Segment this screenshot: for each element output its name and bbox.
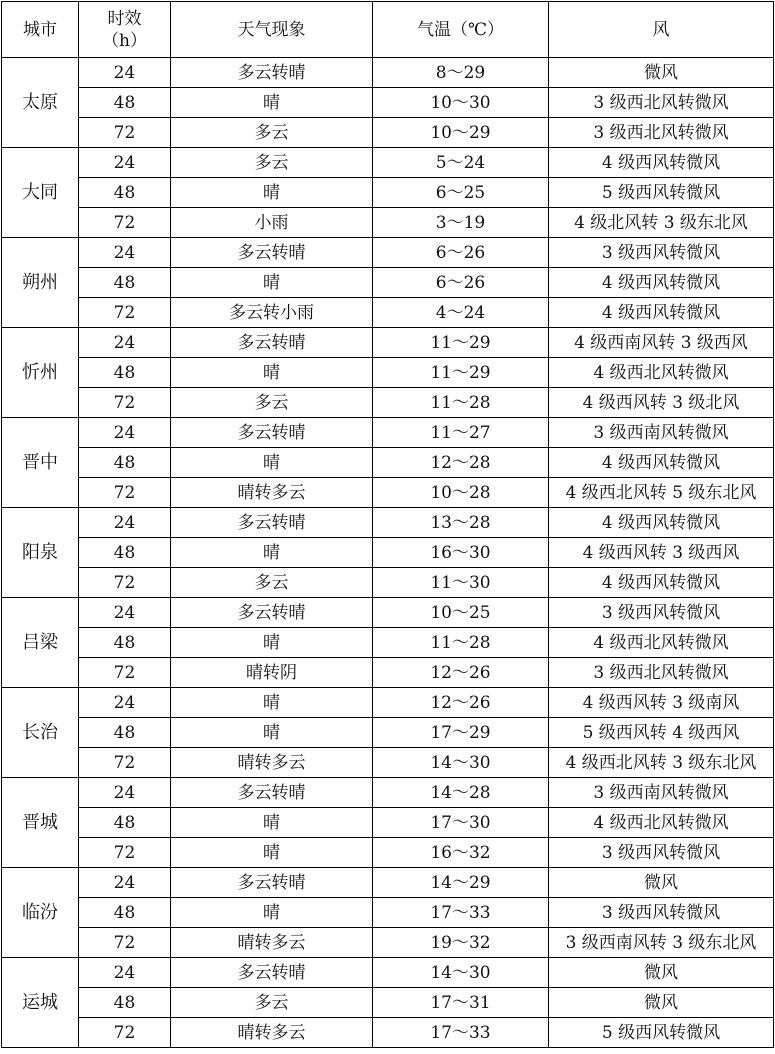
table-row [2, 808, 774, 838]
weather-cell: 晴 [171, 898, 373, 928]
wind-cell: 4 级西风转 3 级南风 [549, 688, 774, 718]
table-row [2, 298, 774, 328]
weather-cell: 晴 [171, 628, 373, 658]
weather-cell: 晴 [171, 538, 373, 568]
temperature-cell: 11～27 [373, 418, 549, 448]
city-name-cell: 晋中 [2, 418, 79, 508]
temperature-cell: 11～30 [373, 568, 549, 598]
hours-cell: 72 [79, 208, 171, 238]
wind-cell: 4 级西风转 3 级西风 [549, 538, 774, 568]
table-row [2, 658, 774, 688]
wind-cell: 5 级西风转微风 [549, 1018, 774, 1048]
hours-cell: 24 [79, 58, 171, 88]
weather-cell: 晴 [171, 688, 373, 718]
header-city: 城市 [2, 2, 79, 58]
temperature-cell: 17～31 [373, 988, 549, 1018]
wind-cell: 4 级西风转微风 [549, 148, 774, 178]
wind-cell: 4 级西南风转 3 级西风 [549, 328, 774, 358]
weather-cell: 多云转晴 [171, 508, 373, 538]
weather-cell: 多云转晴 [171, 958, 373, 988]
wind-cell: 3 级西风转微风 [549, 238, 774, 268]
weather-cell: 多云转晴 [171, 238, 373, 268]
table-row [2, 418, 774, 448]
wind-cell: 4 级西风转微风 [549, 508, 774, 538]
wind-cell: 4 级北风转 3 级东北风 [549, 208, 774, 238]
table-row [2, 268, 774, 298]
temperature-cell: 12～26 [373, 688, 549, 718]
hours-cell: 48 [79, 178, 171, 208]
wind-cell: 3 级西南风转微风 [549, 778, 774, 808]
temperature-cell: 11～29 [373, 328, 549, 358]
weather-forecast-table [1, 1, 774, 1048]
wind-cell: 4 级西风转微风 [549, 268, 774, 298]
table-row [2, 358, 774, 388]
table-row [2, 868, 774, 898]
temperature-cell: 12～28 [373, 448, 549, 478]
wind-cell: 微风 [549, 958, 774, 988]
table-row [2, 328, 774, 358]
temperature-cell: 11～28 [373, 628, 549, 658]
hours-cell: 48 [79, 718, 171, 748]
weather-cell: 小雨 [171, 208, 373, 238]
table-row [2, 1018, 774, 1048]
hours-cell: 24 [79, 328, 171, 358]
temperature-cell: 17～30 [373, 808, 549, 838]
wind-cell: 5 级西风转 4 级西风 [549, 718, 774, 748]
hours-cell: 72 [79, 1018, 171, 1048]
weather-cell: 多云转晴 [171, 868, 373, 898]
table-body [2, 58, 774, 1048]
temperature-cell: 14～30 [373, 748, 549, 778]
temperature-cell: 8～29 [373, 58, 549, 88]
weather-cell: 多云转晴 [171, 58, 373, 88]
weather-cell: 晴 [171, 178, 373, 208]
temperature-cell: 5～24 [373, 148, 549, 178]
city-name-cell: 临汾 [2, 868, 79, 958]
table-header [2, 2, 774, 58]
temperature-cell: 4～24 [373, 298, 549, 328]
hours-cell: 72 [79, 928, 171, 958]
table-row [2, 928, 774, 958]
wind-cell: 微风 [549, 988, 774, 1018]
header-row [2, 2, 774, 58]
table-row [2, 898, 774, 928]
weather-cell: 晴 [171, 838, 373, 868]
temperature-cell: 11～28 [373, 388, 549, 418]
header-wind: 风 [549, 2, 774, 58]
wind-cell: 3 级西南风转微风 [549, 418, 774, 448]
hours-cell: 48 [79, 88, 171, 118]
weather-cell: 多云 [171, 388, 373, 418]
weather-cell: 多云转晴 [171, 778, 373, 808]
table-row [2, 88, 774, 118]
temperature-cell: 11～29 [373, 358, 549, 388]
temperature-cell: 17～33 [373, 1018, 549, 1048]
city-name-cell: 晋城 [2, 778, 79, 868]
hours-cell: 48 [79, 358, 171, 388]
hours-cell: 72 [79, 478, 171, 508]
header-hours-line2: （h） [102, 30, 147, 51]
weather-cell: 晴 [171, 718, 373, 748]
table-row [2, 568, 774, 598]
header-weather: 天气现象 [171, 2, 373, 58]
city-name-cell: 运城 [2, 958, 79, 1048]
hours-cell: 24 [79, 958, 171, 988]
temperature-cell: 10～29 [373, 118, 549, 148]
weather-cell: 多云 [171, 118, 373, 148]
wind-cell: 4 级西风转微风 [549, 568, 774, 598]
wind-cell: 微风 [549, 868, 774, 898]
city-name-cell: 吕梁 [2, 598, 79, 688]
header-hours [79, 2, 171, 58]
wind-cell: 3 级西风转微风 [549, 838, 774, 868]
table-row [2, 838, 774, 868]
hours-cell: 72 [79, 298, 171, 328]
table-row [2, 598, 774, 628]
weather-cell: 多云 [171, 148, 373, 178]
hours-cell: 72 [79, 388, 171, 418]
wind-cell: 3 级西北风转微风 [549, 658, 774, 688]
table-row [2, 718, 774, 748]
hours-cell: 48 [79, 538, 171, 568]
temperature-cell: 3～19 [373, 208, 549, 238]
temperature-cell: 14～30 [373, 958, 549, 988]
wind-cell: 4 级西北风转微风 [549, 628, 774, 658]
weather-cell: 多云转晴 [171, 598, 373, 628]
weather-cell: 多云转晴 [171, 418, 373, 448]
hours-cell: 72 [79, 748, 171, 778]
weather-cell: 多云 [171, 568, 373, 598]
wind-cell: 4 级西北风转 5 级东北风 [549, 478, 774, 508]
table-row [2, 238, 774, 268]
wind-cell: 4 级西北风转微风 [549, 808, 774, 838]
hours-cell: 72 [79, 568, 171, 598]
wind-cell: 5 级西风转微风 [549, 178, 774, 208]
hours-cell: 24 [79, 868, 171, 898]
temperature-cell: 10～25 [373, 598, 549, 628]
city-name-cell: 阳泉 [2, 508, 79, 598]
hours-cell: 48 [79, 628, 171, 658]
wind-cell: 3 级西风转微风 [549, 898, 774, 928]
wind-cell: 4 级西北风转 3 级东北风 [549, 748, 774, 778]
table-row [2, 778, 774, 808]
temperature-cell: 17～29 [373, 718, 549, 748]
temperature-cell: 6～26 [373, 268, 549, 298]
weather-cell: 晴转多云 [171, 478, 373, 508]
table-row [2, 478, 774, 508]
temperature-cell: 6～26 [373, 238, 549, 268]
temperature-cell: 13～28 [373, 508, 549, 538]
hours-cell: 72 [79, 838, 171, 868]
wind-cell: 4 级西北风转微风 [549, 358, 774, 388]
hours-cell: 48 [79, 808, 171, 838]
wind-cell: 3 级西北风转微风 [549, 118, 774, 148]
hours-cell: 24 [79, 508, 171, 538]
table-row [2, 508, 774, 538]
table-row [2, 748, 774, 778]
table-row [2, 208, 774, 238]
temperature-cell: 6～25 [373, 178, 549, 208]
city-name-cell: 太原 [2, 58, 79, 148]
header-temperature: 气温（℃） [373, 2, 549, 58]
city-name-cell: 长治 [2, 688, 79, 778]
weather-cell: 多云转小雨 [171, 298, 373, 328]
table-row [2, 958, 774, 988]
temperature-cell: 16～30 [373, 538, 549, 568]
temperature-cell: 14～28 [373, 778, 549, 808]
table-row [2, 688, 774, 718]
temperature-cell: 16～32 [373, 838, 549, 868]
weather-cell: 晴 [171, 88, 373, 118]
weather-cell: 晴 [171, 808, 373, 838]
hours-cell: 48 [79, 988, 171, 1018]
weather-cell: 晴 [171, 358, 373, 388]
table-row [2, 538, 774, 568]
weather-cell: 晴 [171, 448, 373, 478]
table-row [2, 988, 774, 1018]
hours-cell: 48 [79, 448, 171, 478]
header-hours-line1: 时效 [107, 8, 142, 29]
weather-cell: 多云 [171, 988, 373, 1018]
city-name-cell: 朔州 [2, 238, 79, 328]
weather-cell: 晴 [171, 268, 373, 298]
temperature-cell: 17～33 [373, 898, 549, 928]
hours-cell: 72 [79, 118, 171, 148]
weather-cell: 晴转阴 [171, 658, 373, 688]
hours-cell: 72 [79, 658, 171, 688]
table-row [2, 388, 774, 418]
wind-cell: 3 级西风转微风 [549, 598, 774, 628]
hours-cell: 24 [79, 778, 171, 808]
wind-cell: 4 级西风转微风 [549, 298, 774, 328]
hours-cell: 24 [79, 688, 171, 718]
weather-cell: 晴转多云 [171, 748, 373, 778]
hours-cell: 24 [79, 238, 171, 268]
table-row [2, 148, 774, 178]
hours-cell: 48 [79, 268, 171, 298]
table-row [2, 58, 774, 88]
wind-cell: 3 级西北风转微风 [549, 88, 774, 118]
temperature-cell: 10～30 [373, 88, 549, 118]
hours-cell: 24 [79, 598, 171, 628]
temperature-cell: 19～32 [373, 928, 549, 958]
table-row [2, 118, 774, 148]
hours-cell: 48 [79, 898, 171, 928]
temperature-cell: 10～28 [373, 478, 549, 508]
wind-cell: 4 级西风转 3 级北风 [549, 388, 774, 418]
hours-cell: 24 [79, 148, 171, 178]
table-row [2, 178, 774, 208]
temperature-cell: 12～26 [373, 658, 549, 688]
weather-cell: 晴转多云 [171, 928, 373, 958]
hours-cell: 24 [79, 418, 171, 448]
wind-cell: 3 级西南风转 3 级东北风 [549, 928, 774, 958]
wind-cell: 4 级西风转微风 [549, 448, 774, 478]
table-row [2, 628, 774, 658]
wind-cell: 微风 [549, 58, 774, 88]
table-row [2, 448, 774, 478]
city-name-cell: 大同 [2, 148, 79, 238]
temperature-cell: 14～29 [373, 868, 549, 898]
city-name-cell: 忻州 [2, 328, 79, 418]
weather-cell: 多云转晴 [171, 328, 373, 358]
weather-cell: 晴转多云 [171, 1018, 373, 1048]
